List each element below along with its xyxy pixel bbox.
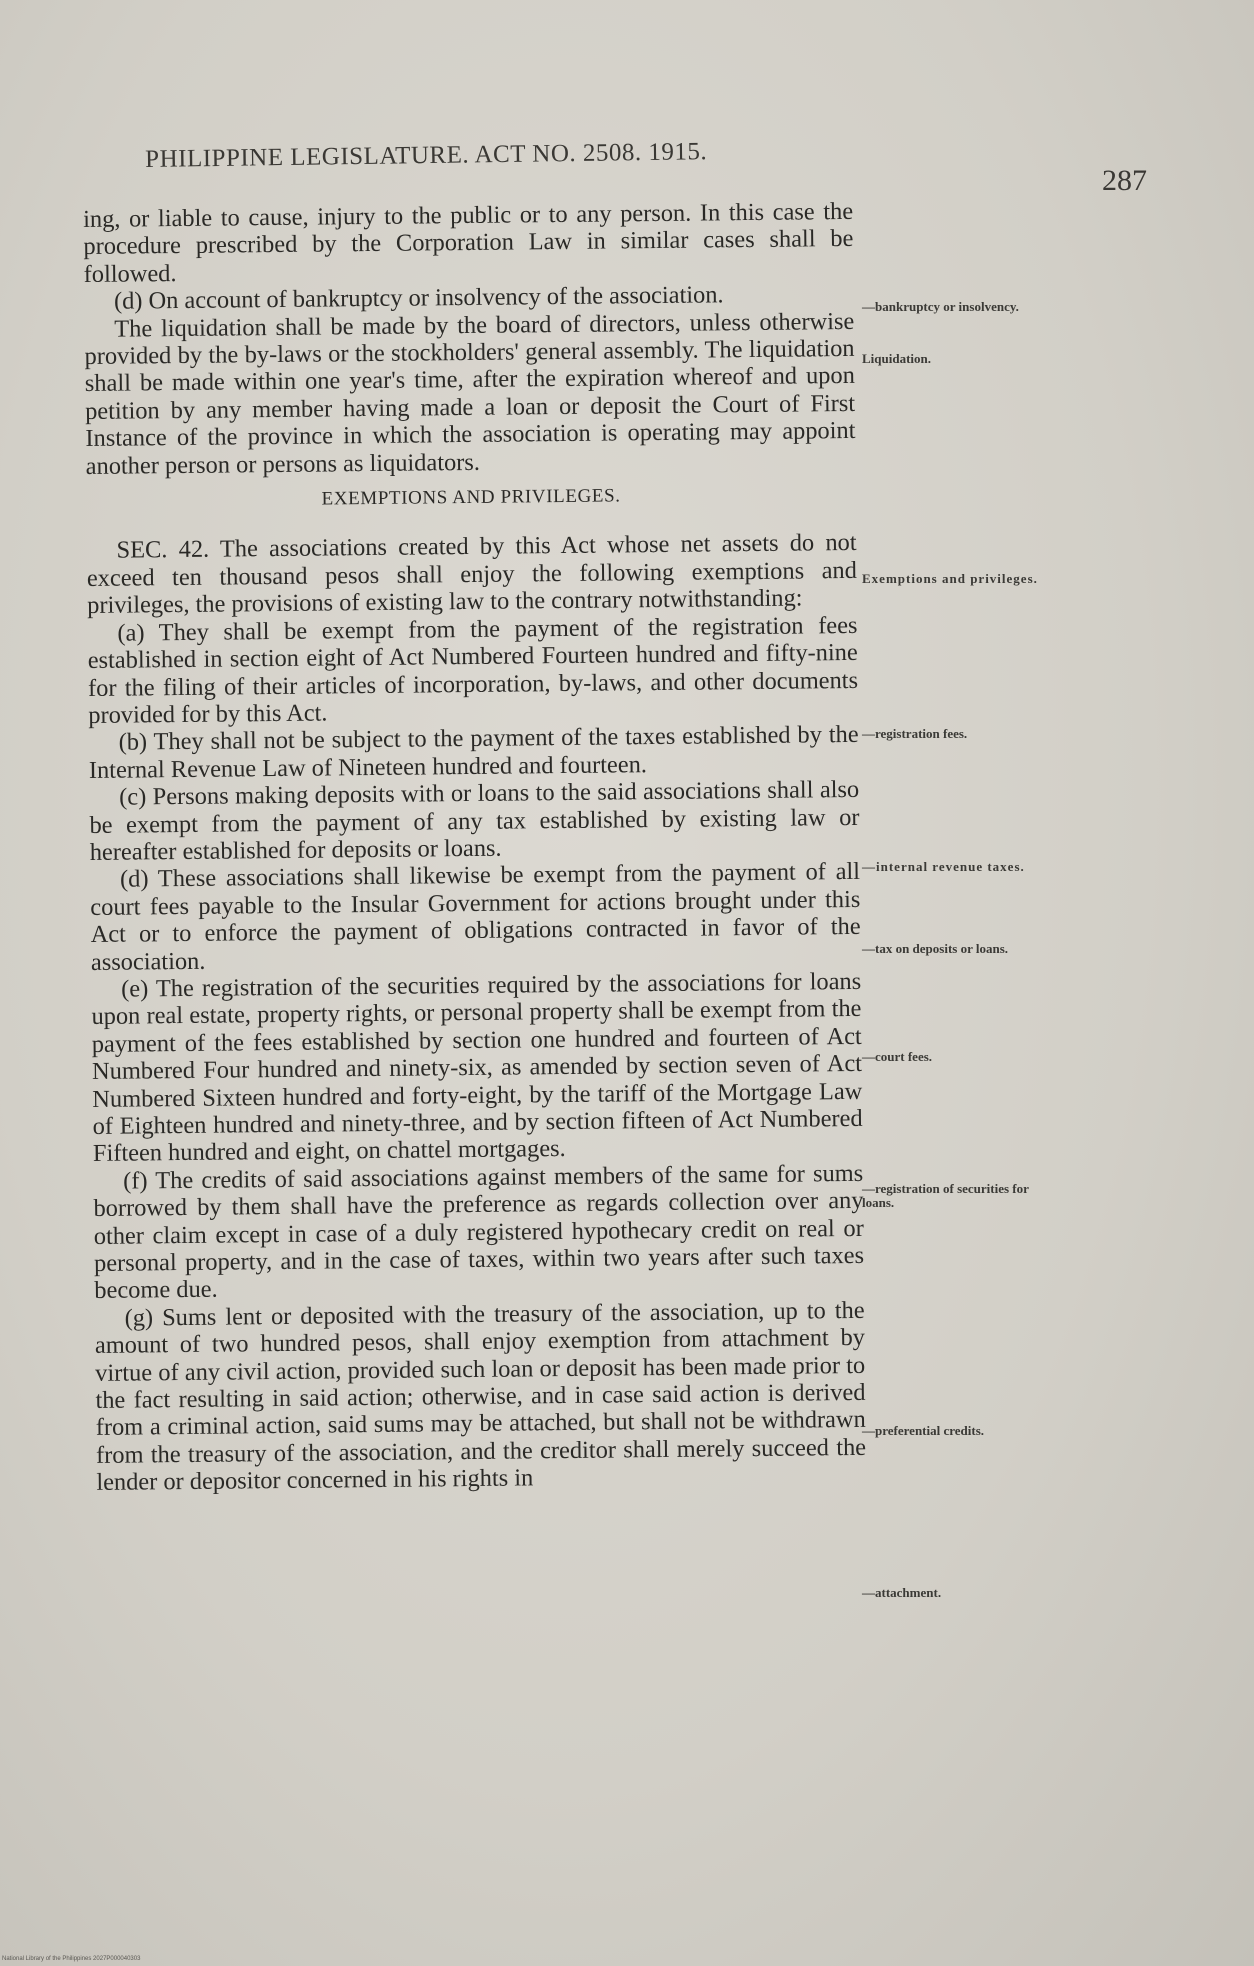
paragraph-f-preferential-credits: (f) The credits of said associations against members of the same for sums borrowed by them shall have the preference as regards collection over any other claim except in case of a duly registered hypothecary credit on real or personal property, and in the case of taxes, within two years after such taxes become due. (93, 1159, 865, 1305)
body-text (83, 198, 866, 1497)
paragraph-g-attachment: (g) Sums lent or deposited with the treasury of the association, up to the amount of two hundred pesos, shall enjoy exemption from attachment by virtue of any civil action, provided such loan or deposit has been made prior to the fact resulting in said action; otherwise, and in case said action is derived from a criminal action, said sums may be attached, but shall not be withdrawn from the treasury of the association, and the creditor shall merely succeed the lender or depositor concerned in his rights in (94, 1296, 867, 1497)
margin-note-tax-deposits: —tax on deposits or loans. (862, 941, 1009, 956)
paragraph-sec-42: SEC. 42. The associations created by this Act whose net assets do not exceed ten thousand pesos shall enjoy the following exemptions and privileges, the provisions of existing law to the contrary notwithstanding: (86, 529, 857, 620)
paragraph-b-internal-revenue: (b) They shall not be subject to the payment of the taxes established by the Internal Revenue Law of Nineteen hundred and fourteen. (88, 721, 859, 784)
margin-note-exemptions: Exemptions and privileges. (862, 571, 1038, 586)
margin-note-registration-securities: —registration of securities for loans. (862, 1181, 1029, 1210)
paragraph-d-bankruptcy: (d) On account of bankruptcy or insolvency of the association. (113, 281, 724, 315)
paragraph-d-court-fees: (d) These associations shall likewise be exempt from the payment of all court fees payable to the Insular Government for actions brought under this Act or to enforce the payment of obligations contracted in favor of the association. (90, 858, 861, 976)
margin-note-liquidation: Liquidation. (862, 351, 932, 366)
margin-note-bankruptcy: —bankruptcy or insolvency. (862, 299, 1019, 314)
page-number: 287 (1102, 164, 1147, 197)
running-head: PHILIPPINE LEGISLATURE. ACT NO. 2508. 1915. (145, 138, 708, 173)
paragraph-liquidation: The liquidation shall be made by the board of directors, unless otherwise provided by the by-laws or the stockholders' general assembly. The liquidation shall be made within one year's time, after the expiration whereof and upon petition by any member having made a loan or deposit the Court of First Instance of the province in which the association is operating may appoint another person or persons as liquidators. (84, 307, 856, 480)
margin-note-court-fees: —court fees. (862, 1049, 933, 1064)
paragraph-e-registration-securities: (e) The registration of the securities required by the associations for loans upon real estate, property rights, or personal property shall be exempt from the payment of the fees established by section one hundred and fourteen of Act Numbered Four hundred and ninety-six, as amended by section seven of Act Numbered Sixteen hundred and forty-eight, by the tariff of the Mortgage Law of Eighteen hundred and ninety-three, and by section fifteen of Act Numbered Fifteen hundred and eight, on chattel mortgages. (91, 967, 863, 1168)
margin-note-registration-fees: —registration fees. (862, 726, 968, 741)
paragraph-continuation: ing, or liable to cause, injury to the public or to any person. In this case the procedure prescribed by the Corporation Law in similar cases shall be followed. (83, 197, 854, 288)
footer-stamp: National Library of the Philippines 2027P000040303 (2, 1956, 141, 1962)
section-heading: EXEMPTIONS AND PRIVILEGES. (321, 485, 621, 510)
margin-note-preferential-credits: —preferential credits. (862, 1423, 985, 1438)
margin-note-internal-revenue: —internal revenue taxes. (862, 859, 1025, 874)
paragraph-c-deposits-loans: (c) Persons making deposits with or loans to the said associations shall also be exempt from the payment of any tax established by existing law or hereafter established for deposits or loans. (89, 776, 860, 866)
paragraph-a-registration-fees: (a) They shall be exempt from the payment of the registration fees established in section eight of Act Numbered Fourteen hundred and fifty-nine for the filing of their articles of incorporation, by-laws, and other documents provided for by this Act. (87, 611, 859, 729)
margin-note-attachment: —attachment. (862, 1585, 942, 1600)
